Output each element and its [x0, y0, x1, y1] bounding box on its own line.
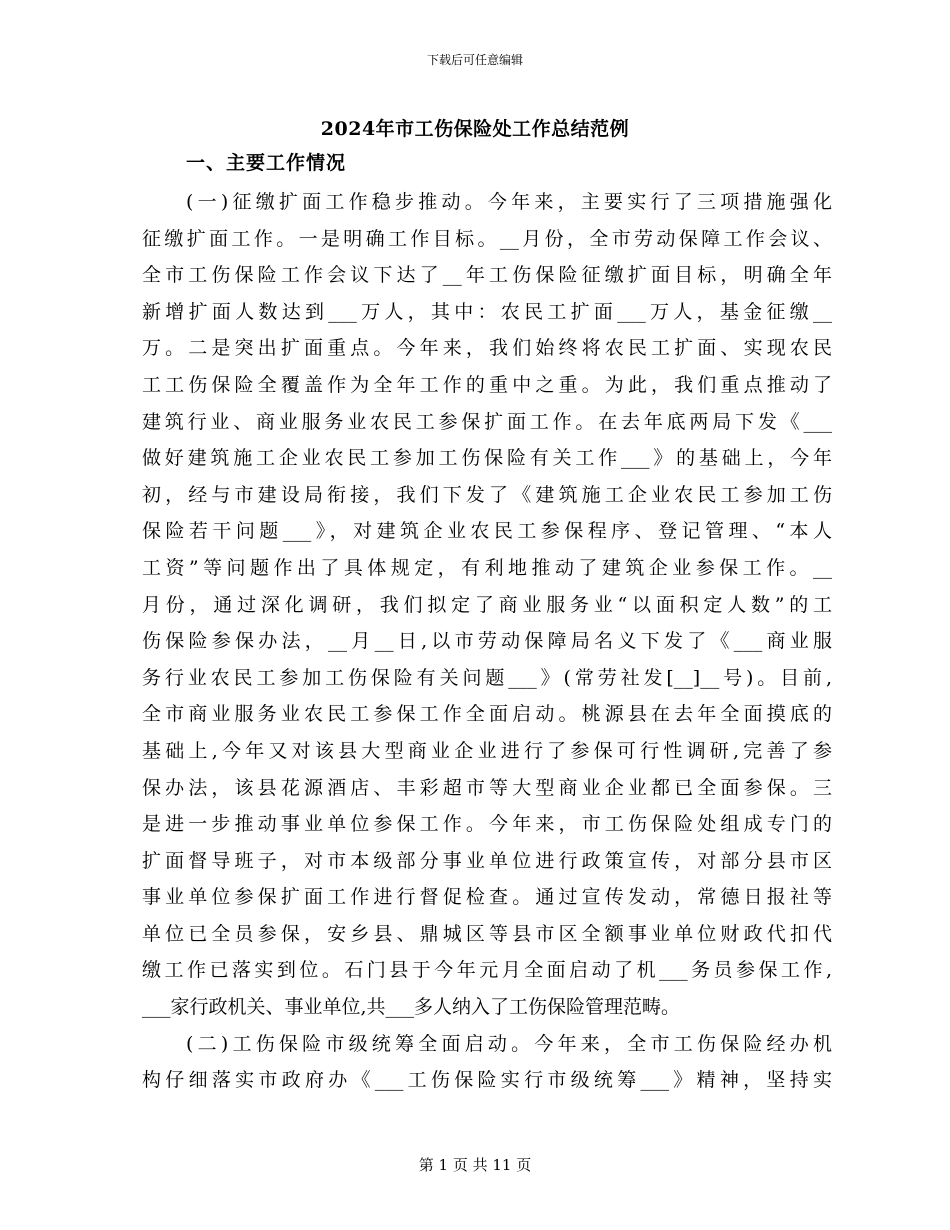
- text-line: 工资”等问题作出了具体规定，有利地推动了建筑企业参保工作。__: [142, 556, 832, 579]
- section-heading: 一、主要工作情况: [186, 152, 347, 174]
- text-line: 缴工作已落实到位。石门县于今年元月全面启动了机___务员参保工作,: [142, 959, 832, 982]
- text-line: 务行业农民工参加工伤保险有关问题___》(常劳社发[__]__号)。目前,: [142, 666, 832, 689]
- text-line: 基础上,今年又对该县大型商业企业进行了参保可行性调研,完善了参: [142, 739, 832, 762]
- text-line: 月份，通过深化调研，我们拟定了商业服务业“以面积定人数”的工: [142, 593, 832, 616]
- text-line: 事业单位参保扩面工作进行督促检查。通过宣传发动，常德日报社等: [142, 886, 832, 909]
- text-line: 工工伤保险全覆盖作为全年工作的重中之重。为此，我们重点推动了: [142, 373, 832, 396]
- paragraph-2: [142, 1026, 832, 1099]
- text-line: 保办法，该县花源酒店、丰彩超市等大型商业企业都已全面参保。三: [142, 776, 832, 799]
- text-line: 保险若干问题___》，对建筑企业农民工参保程序、登记管理、“本人: [142, 520, 832, 543]
- document-title: 2024年市工伤保险处工作总结范例: [320, 118, 630, 140]
- document-body: [142, 184, 832, 1099]
- text-line: 伤保险参保办法，__月__日,以市劳动保障局名义下发了《___商业服: [142, 630, 832, 653]
- text-line: 征缴扩面工作。一是明确工作目标。__月份，全市劳动保障工作会议、: [142, 227, 832, 250]
- text-line: 单位已全员参保，安乡县、鼎城区等县市区全额事业单位财政代扣代: [142, 922, 832, 945]
- text-line: (一)征缴扩面工作稳步推动。今年来，主要实行了三项措施强化: [186, 191, 832, 213]
- text-line: ___家行政机关、事业单位,共___多人纳入了工伤保险管理范畴。: [142, 996, 681, 1019]
- page-number-footer: 第 1 页 共 11 页: [418, 1156, 532, 1174]
- text-line: 是进一步推动事业单位参保工作。今年来，市工伤保险处组成专门的: [142, 813, 832, 836]
- page-header-note: 下载后可任意编辑: [426, 53, 523, 67]
- text-line: 全市工伤保险工作会议下达了__年工伤保险征缴扩面目标，明确全年: [142, 264, 832, 287]
- paragraph-1: [142, 184, 832, 1026]
- text-line: (二)工伤保险市级统筹全面启动。今年来，全市工伤保险经办机: [186, 1032, 832, 1055]
- text-line: 做好建筑施工企业农民工参加工伤保险有关工作___》的基础上，今年: [142, 447, 832, 470]
- text-line: 建筑行业、商业服务业农民工参保扩面工作。在去年底两局下发《___: [142, 410, 832, 433]
- text-line: 新增扩面人数达到___万人，其中：农民工扩面___万人，基金征缴__: [142, 300, 832, 323]
- text-line: 构仔细落实市政府办《___工伤保险实行市级统筹___》精神，坚持实: [142, 1069, 832, 1092]
- text-line: 初，经与市建设局衔接，我们下发了《建筑施工企业农民工参加工伤: [142, 483, 832, 506]
- text-line: 全市商业服务业农民工参保工作全面启动。桃源县在去年全面摸底的: [142, 703, 832, 726]
- text-line: 扩面督导班子，对市本级部分事业单位进行政策宣传，对部分县市区: [142, 849, 832, 872]
- text-line: 万。二是突出扩面重点。今年来，我们始终将农民工扩面、实现农民: [142, 337, 832, 360]
